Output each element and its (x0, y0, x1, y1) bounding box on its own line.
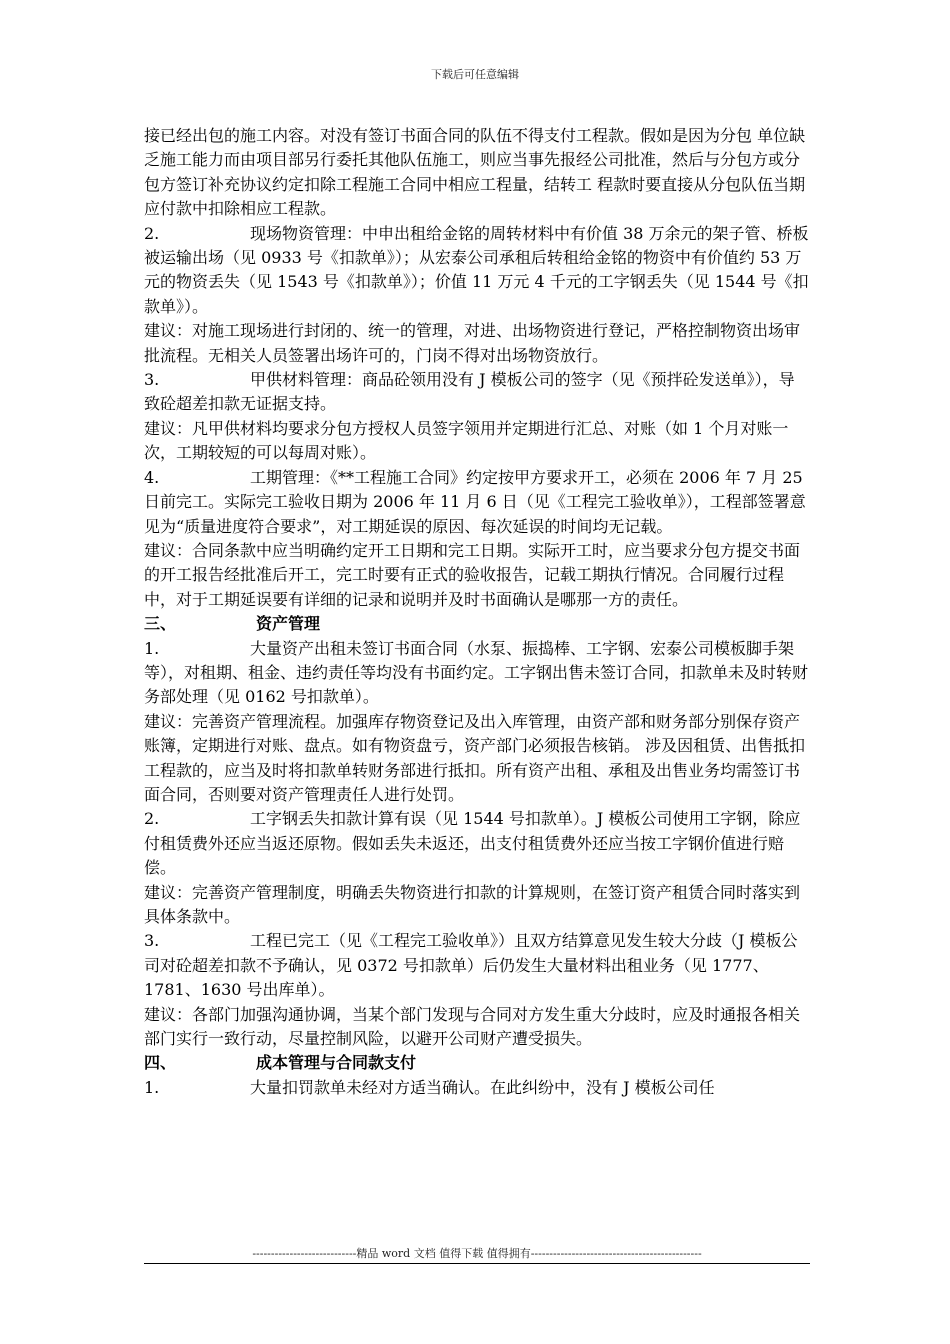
paragraph-item-1: 1. 大量资产出租未签订书面合同（水泵、振捣棒、工字钢、宏泰公司模板脚手架等），对租期、租金、违约责任等均没有书面约定。工字钢出售未签订合同，扣款单未及时转财务部处理（见 0162 号扣款单）。 (144, 638, 809, 707)
paragraph-suggestion: 建议：完善资产管理制度，明确丢失物资进行扣款的计算规则，在签订资产租赁合同时落实到具体条款中。 (144, 882, 801, 926)
section-heading-3: 三、 资产管理 (144, 614, 321, 634)
paragraph-item-2: 2. 现场物资管理：中申出租给金铭的周转材料中有价值 38 万余元的架子管、桥板被运输出场（见 0933 号《扣款单》）；从宏泰公司承租后转租给金铭的物资中有价值约 53 万元的物资丢失（见 1543 号《扣款单》）；价值 11 万元 4 千元的工字钢丢失（见 1544 号《扣款单》）。 (144, 223, 809, 316)
paragraph-suggestion: 建议：对施工现场进行封闭的、统一的管理，对进、出场物资进行登记，严格控制物资出场审批流程。无相关人员签署出场许可的，门岗不得对出场物资放行。 (144, 321, 801, 365)
document-body (144, 124, 810, 1100)
paragraph-suggestion: 建议：凡甲供材料均要求分包方授权人员签字领用并定期进行汇总、对账（如 1 个月对账一次，工期较短的可以每周对账）。 (144, 418, 789, 463)
paragraph-item-3: 3. 工程已完工（见《工程完工验收单》）且双方结算意见发生较大分歧（J 模板公司对砼超差扣款不予确认，见 0372 号扣款单）后仍发生大量材料出租业务（见 1777、1781、1630 号出库单）。 (144, 931, 798, 1000)
page-header: 下载后可任意编辑 (431, 68, 519, 81)
paragraph-suggestion: 建议：完善资产管理流程。加强库存物资登记及出入库管理，由资产部和财务部分别保存资产账簿，定期进行对账、盘点。如有物资盘亏，资产部门必须报告核销。 涉及因租赁、出售抵扣工程款的，应当及时将扣款单转财务部进行抵扣。所有资产出租、承租及出售业务均需签订书面合同，否则要对资产管理责任人进行处罚。 (144, 711, 806, 804)
paragraph-suggestion: 建议：各部门加强沟通协调，当某个部门发现与合同对方发生重大分歧时，应及时通报各相关部门实行一致行动，尽量控制风险，以避开公司财产遭受损失。 (144, 1004, 801, 1049)
paragraph-suggestion: 建议：合同条款中应当明确约定开工日期和完工日期。实际开工时，应当要求分包方提交书面的开工报告经批准后开工，完工时要有正式的验收报告，记载工期执行情况。合同履行过程中，对于工期延误要有详细的记录和说明并及时书面确认是哪那一方的责任。 (144, 540, 801, 609)
paragraph-continuation: 接已经出包的施工内容。对没有签订书面合同的队伍不得支付工程款。假如是因为分包 单位缺乏施工能力而由项目部另行委托其他队伍施工，则应当事先报经公司批准，然后与分包方或分包方签订补充协议约定扣除工程施工合同中相应工程量，结转工 程款时要直接从分包队伍当期应付款中扣除相应工程款。 (144, 126, 806, 219)
paragraph-item-1: 1. 大量扣罚款单未经对方适当确认。在此纠纷中，没有 J 模板公司任 (144, 1077, 715, 1097)
paragraph-item-2: 2. 工字钢丢失扣款计算有误（见 1544 号扣款单）。J 模板公司使用工字钢，除应付租赁费外还应当返还原物。假如丢失未返还，出支付租赁费外还应当按工字钢价值进行赔偿。 (144, 809, 801, 878)
paragraph-item-4: 4. 工期管理：《**工程施工合同》约定按甲方要求开工，必须在 2006 年 7 月 25 日前完工。实际完工验收日期为 2006 年 11 月 6 日（见《工程完工验收单》），工程部签署意见为“质量进度符合要求”，对工期延误的原因、每次延误的时间均无记载。 (144, 467, 806, 536)
paragraph-item-3: 3. 甲供材料管理：商品砼领用没有 J 模板公司的签字（见《预拌砼发送单》），导致砼超差扣款无证据支持。 (144, 370, 795, 414)
page-footer: ----------------------------精品 word 文档 值得下载 值得拥有---------------------------------------------- (144, 1245, 810, 1264)
section-heading-4: 四、 成本管理与合同款支付 (144, 1053, 417, 1073)
